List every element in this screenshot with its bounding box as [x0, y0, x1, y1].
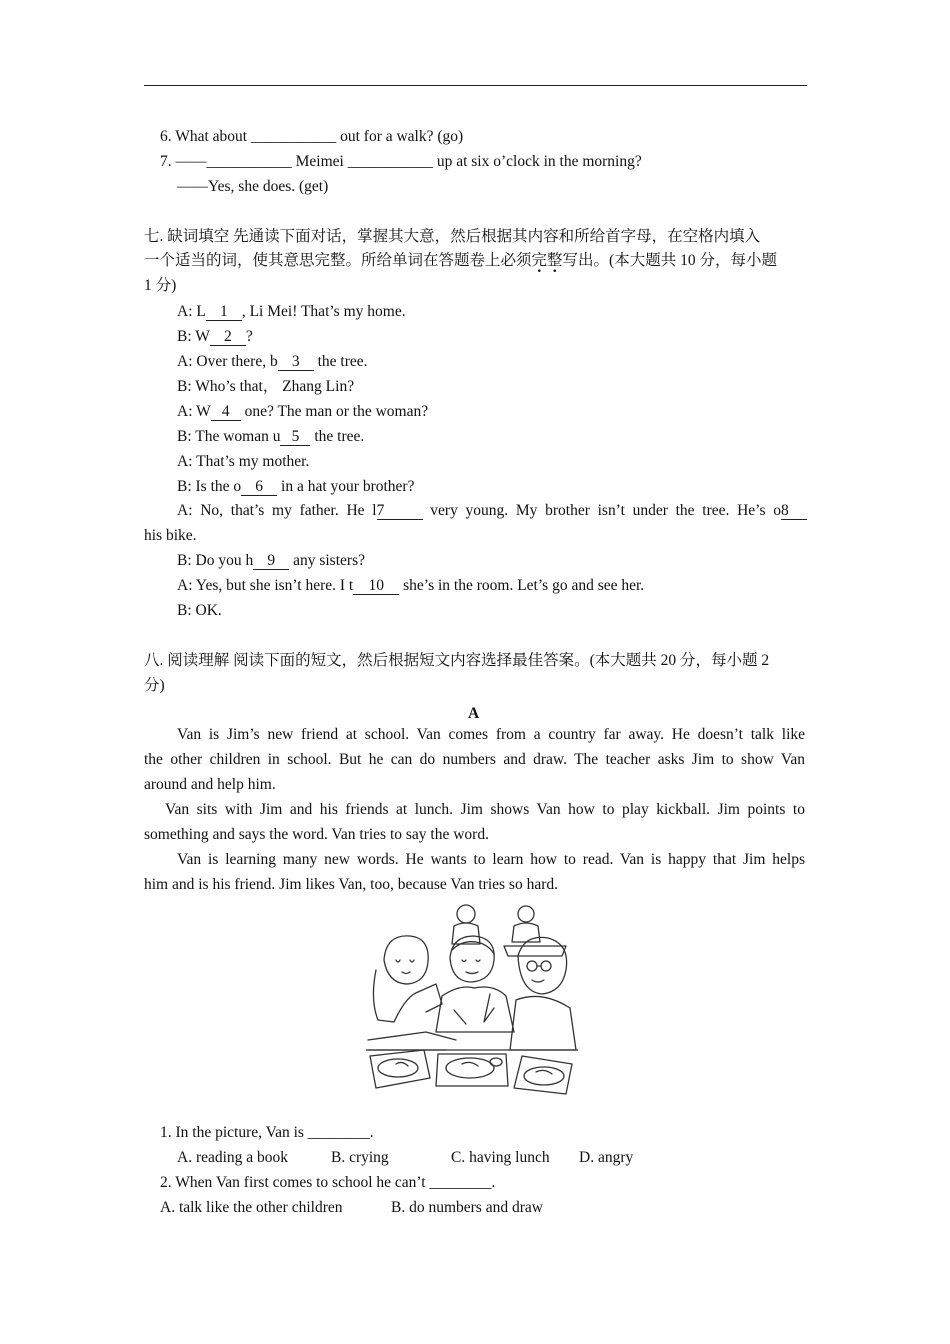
- dialog-text: A: No, that’s my father. He l: [177, 502, 377, 519]
- dialog-text: A: That’s my mother.: [177, 453, 310, 470]
- dialog-line-7: [177, 452, 309, 472]
- passage-p1-line1: Van is Jim’s new friend at school. Van comes from a country far away. He doesn’t talk like: [177, 726, 805, 743]
- passage-title: A: [468, 705, 480, 722]
- dialog-text: B: Who’s that， Zhang Lin?: [177, 378, 355, 395]
- passage-p2-line2: something and says the word. Van tries to say the word.: [144, 826, 489, 843]
- question-6: 6. What about ___________ out for a walk? (go): [160, 128, 464, 145]
- dialog-line-8: [177, 477, 414, 497]
- dialog-text: B: The woman u: [177, 428, 281, 445]
- dialog-text: ?: [245, 328, 253, 345]
- dialog-line-4: [177, 377, 354, 397]
- cloze-blank-10[interactable]: 10: [353, 577, 399, 595]
- question-1-option-a[interactable]: A. reading a book: [177, 1149, 289, 1166]
- header-rule: [144, 85, 807, 86]
- question-1-option-d[interactable]: D. angry: [579, 1149, 634, 1166]
- question-1-option-c[interactable]: C. having lunch: [451, 1149, 550, 1166]
- question-2-option-a[interactable]: A. talk like the other children: [160, 1199, 343, 1216]
- dialog-text: A: W: [177, 403, 211, 420]
- question-7-answer: ——Yes, she does. (get): [177, 178, 329, 195]
- dialog-line-12: B: OK.: [177, 602, 222, 619]
- emphasis-char: 完: [531, 252, 548, 269]
- cloze-blank-7[interactable]: 7: [377, 502, 423, 520]
- dialog-text: she’s in the room. Let’s go and see her.: [399, 577, 645, 594]
- dialog-text: the tree.: [313, 353, 368, 370]
- cloze-blank-5[interactable]: 5: [280, 428, 310, 446]
- emphasis-char: 整: [547, 252, 563, 269]
- cloze-blank-4[interactable]: 4: [211, 403, 241, 421]
- reading-question-1: 1. In the picture, Van is ________.: [160, 1124, 374, 1141]
- dialog-line-3: [177, 352, 368, 372]
- passage-p1-line3: around and help him.: [144, 776, 276, 793]
- dialog-line-1: [177, 302, 406, 322]
- dialog-text: B: Is the o: [177, 478, 242, 495]
- dialog-line-2: [177, 327, 253, 347]
- dialog-line-6: [177, 427, 364, 447]
- section7-instructions-line2: [144, 251, 777, 271]
- section7-instructions-line1: 七. 缺词填空 先通读下面对话，掌握其大意，然后根据其内容和所给首字母，在空格内填入: [144, 228, 761, 245]
- dialog-line-9-cont: his bike.: [144, 527, 197, 544]
- dialog-text: A: L: [177, 303, 206, 320]
- dialog-text: any sisters?: [289, 552, 365, 569]
- section8-instructions-line2: 分): [144, 677, 165, 694]
- dialog-text: one? The man or the woman?: [240, 403, 429, 420]
- dialog-line-10: [177, 551, 365, 571]
- section8-instructions-line1: 八. 阅读理解 阅读下面的短文，然后根据短文内容选择最佳答案。(本大题共 20 分，每小题 2: [144, 652, 770, 669]
- reading-question-2: 2. When Van first comes to school he can’t ________.: [160, 1174, 496, 1191]
- dialog-text: , Li Mei! That’s my home.: [241, 303, 406, 320]
- cloze-blank-9[interactable]: 9: [253, 552, 289, 570]
- cloze-blank-3[interactable]: 3: [278, 353, 314, 371]
- instr-text: 写出。(本大题共 10 分，每小题: [562, 252, 777, 269]
- lunch-illustration: [366, 900, 578, 1096]
- dialog-line-9: [177, 501, 807, 521]
- cloze-blank-8[interactable]: 8: [781, 502, 807, 520]
- dialog-text: the tree.: [310, 428, 365, 445]
- cloze-blank-2[interactable]: 2: [210, 328, 246, 346]
- dialog-text: B: Do you h: [177, 552, 254, 569]
- dialog-text: A: Over there, b: [177, 353, 278, 370]
- question-7: 7. ——___________ Meimei ___________ up at six o’clock in the morning?: [160, 153, 642, 170]
- dialog-text: very young. My brother isn’t under the tree. He’s o: [422, 502, 781, 519]
- dialog-text: B: W: [177, 328, 210, 345]
- passage-p3-line2: him and is his friend. Jim likes Van, too, because Van tries so hard.: [144, 876, 558, 893]
- passage-p3-line1: Van is learning many new words. He wants to learn how to read. Van is happy that Jim helps: [177, 851, 805, 868]
- dialog-line-11: [177, 576, 644, 596]
- passage-p1-line2: the other children in school. But he can do numbers and draw. The teacher asks Jim to show Van: [144, 751, 805, 768]
- question-2-option-b[interactable]: B. do numbers and draw: [391, 1199, 543, 1216]
- passage-p2-line1: Van sits with Jim and his friends at lunch. Jim shows Van how to play kickball. Jim points to: [165, 801, 805, 818]
- dialog-text: in a hat your brother?: [277, 478, 415, 495]
- cloze-blank-6[interactable]: 6: [241, 478, 277, 496]
- cloze-blank-1[interactable]: 1: [206, 303, 242, 321]
- question-1-option-b[interactable]: B. crying: [331, 1149, 389, 1166]
- section7-instructions-line3: 1 分): [144, 277, 177, 294]
- dialog-line-5: [177, 402, 428, 422]
- instr-text: 一个适当的词，使其意思完整。所给单词在答题卷上必须: [144, 252, 532, 269]
- dialog-text: A: Yes, but she isn’t here. I t: [177, 577, 354, 594]
